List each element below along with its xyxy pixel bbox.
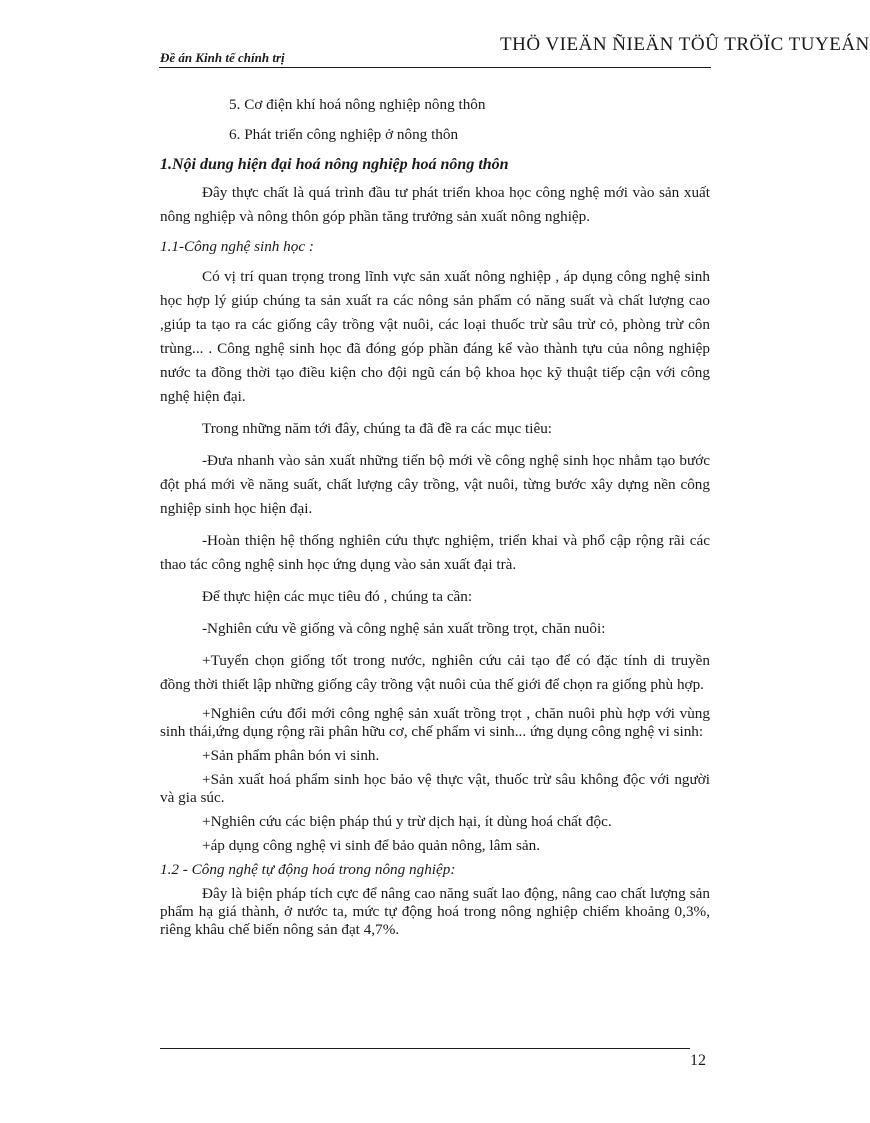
section-1-1-paragraph-5: Để thực hiện các mục tiêu đó , chúng ta cần:	[202, 588, 473, 605]
section-1-2-paragraph-1: Đây là biện pháp tích cực để nâng cao năng suất lao động, nâng cao chất lượng sản phẩm hạ giá thành, ở nước ta, mức tự động hoá trong nông nghiệp chiếm khoảng 0,3%, riêng khâu chế biến nông sản đạt 4,7%.	[160, 885, 710, 938]
section-1-1-paragraph-6: -Nghiên cứu về giống và công nghệ sản xuất trồng trọt, chăn nuôi:	[202, 620, 606, 637]
list-item-6: 6. Phát triển công nghiệp ở nông thôn	[229, 126, 459, 143]
section-1-1-heading: 1.1-Công nghệ sinh học :	[160, 238, 314, 255]
section-1-1-paragraph-1: Có vị trí quan trọng trong lĩnh vực sản xuất nông nghiệp , áp dụng công nghệ sinh học hợp lý giúp chúng ta sản xuất ra các nông sản phẩm có năng suất và chất lượng cao ,giúp ta tạo ra các giống cây trồng vật nuôi, các loại thuốc trừ sâu trừ cỏ, phòng trừ côn trùng... . Công nghệ sinh học đã đóng góp phần đáng kể vào thành tựu của nông nghiệp nước ta đồng thời tạo điều kiện cho đội ngũ cán bộ khoa học kỹ thuật tiếp cận với công nghệ hiện đại.	[160, 268, 710, 405]
section-1-1-paragraph-7: +Tuyển chọn giống tốt trong nước, nghiên cứu cải tạo để có đặc tính di truyền đồng thời thiết lập những giống cây trồng vật nuôi của thế giới để chọn ra giống phù hợp.	[160, 652, 710, 693]
section-1-1-paragraph-3: -Đưa nhanh vào sản xuất những tiến bộ mới về công nghệ sinh học nhằm tạo bước đột phá mới về năng suất, chất lượng cây trồng, vật nuôi, từng bước xây dựng nền công nghiệp sinh học hiện đại.	[160, 452, 710, 517]
section-1-1-paragraph-4: -Hoàn thiện hệ thống nghiên cứu thực nghiệm, triển khai và phổ cập rộng rãi các thao tác công nghệ sinh học ứng dụng vào sản xuất đại trà.	[160, 532, 710, 573]
section-1-paragraph: Đây thực chất là quá trình đầu tư phát triển khoa học công nghệ mới vào sản xuất nông nghiệp và nông thôn góp phần tăng trưởng sản xuất nông nghiệp.	[160, 184, 710, 225]
page-content	[160, 93, 710, 942]
section-1-heading: 1.Nội dung hiện đại hoá nông nghiệp hoá nông thôn	[160, 156, 509, 173]
section-1-1-paragraph-12: +áp dụng công nghệ vi sinh để bảo quản nông, lâm sản.	[202, 837, 540, 854]
header-library-title: THÖ VIEÄN ÑIEÄN TÖÛ TRÖÏC TUYEÁN	[500, 34, 870, 55]
section-1-1-paragraph-2: Trong những năm tới đây, chúng ta đã đề ra các mục tiêu:	[202, 420, 553, 437]
header-document-title: Đề án Kinh tế chính trị	[160, 50, 285, 65]
section-1-1-paragraph-9: +Sản phẩm phân bón vi sinh.	[202, 747, 380, 764]
section-1-2-heading: 1.2 - Công nghệ tự động hoá trong nông nghiệp:	[160, 861, 456, 878]
footer-divider	[160, 1048, 690, 1049]
page-number: 12	[690, 1052, 706, 1069]
section-1-1-paragraph-11: +Nghiên cứu các biện pháp thú y trừ dịch hại, ít dùng hoá chất độc.	[202, 813, 612, 830]
section-1-1-paragraph-10: +Sản xuất hoá phẩm sinh học bảo vệ thực vật, thuốc trừ sâu không độc với người và gia súc.	[160, 771, 710, 806]
list-item-5: 5. Cơ điện khí hoá nông nghiệp nông thôn	[229, 96, 486, 113]
section-1-1-paragraph-8: +Nghiên cứu đổi mới công nghệ sản xuất trồng trọt , chăn nuôi phù hợp với vùng sinh thái,ứng dụng rộng rãi phân hữu cơ, chế phẩm vi sinh... ứng dụng công nghệ vi sinh:	[160, 705, 710, 740]
header-divider	[159, 67, 711, 68]
